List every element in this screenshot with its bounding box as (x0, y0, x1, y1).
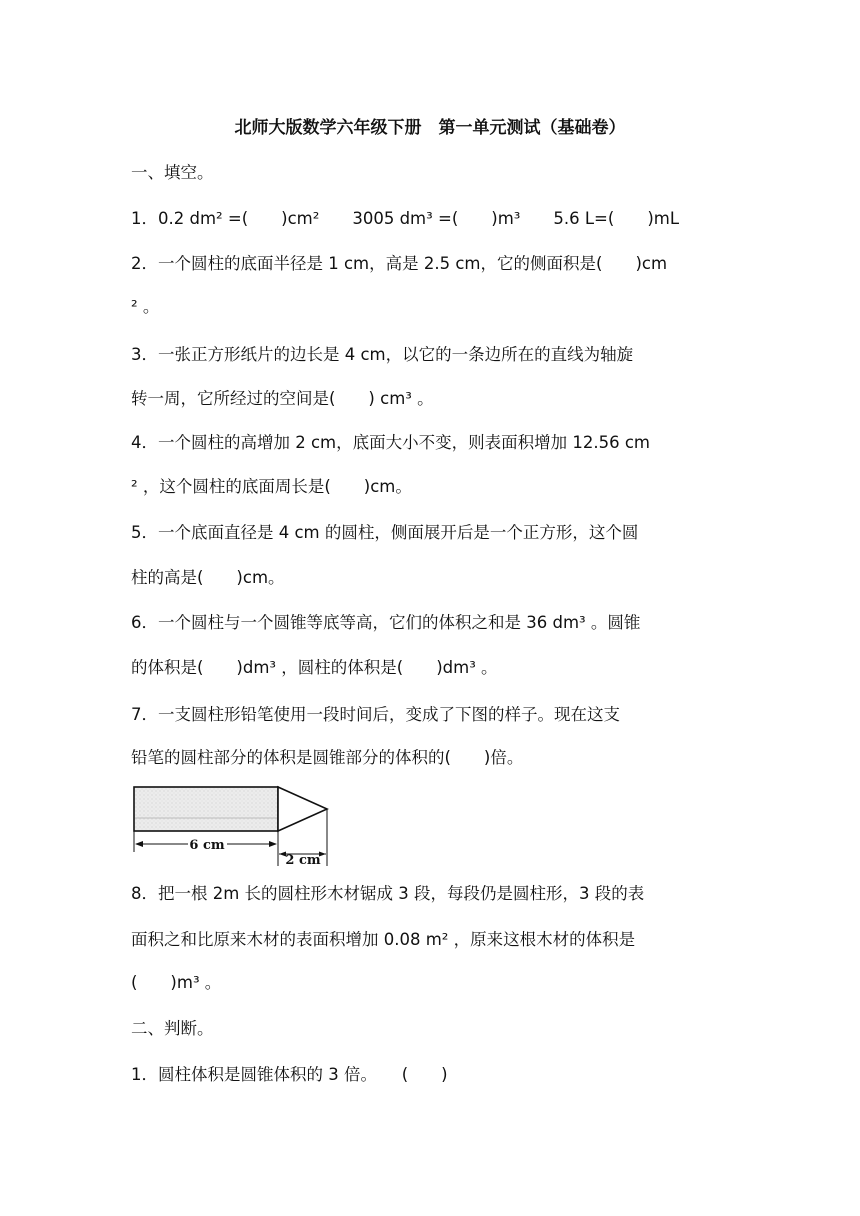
pencil-cylinder-body (134, 787, 278, 831)
question-3-fill-cont: 转一周，它所经过的空间是( ) cm³ 。 (131, 389, 434, 408)
question-3-fill: 3．一张正方形纸片的边长是 4 cm，以它的一条边所在的直线为轴旋 (131, 345, 634, 364)
question-1-judge: 1．圆柱体积是圆锥体积的 3 倍。 ( ) (131, 1065, 448, 1084)
question-8-fill-cont: 面积之和比原来木材的表面积增加 0.08 m² ，原来这根木材的体积是 (131, 930, 636, 949)
arrow-head-mid (269, 841, 277, 847)
question-7-fill: 7．一支圆柱形铅笔使用一段时间后，变成了下图的样子。现在这支 (131, 705, 620, 724)
question-5-fill-cont: 柱的高是( )cm。 (131, 568, 285, 587)
label-cone-length: 2 cm (285, 853, 321, 866)
question-5-fill: 5．一个底面直径是 4 cm 的圆柱，侧面展开后是一个正方形，这个圆 (131, 523, 639, 542)
question-8-fill-cont2: ( )m³ 。 (131, 973, 222, 992)
question-2-fill: 2．一个圆柱的底面半径是 1 cm，高是 2.5 cm，它的侧面积是( )cm (131, 254, 668, 273)
question-4-fill: 4．一个圆柱的高增加 2 cm，底面大小不变，则表面积增加 12.56 cm (131, 433, 651, 452)
section-judge-heading: 二、判断。 (131, 1019, 214, 1038)
question-6-fill-cont: 的体积是( )dm³ ，圆柱的体积是( )dm³ 。 (131, 658, 498, 677)
question-2-fill-cont: ² 。 (131, 297, 160, 316)
label-cylinder-length: 6 cm (189, 838, 225, 853)
question-4-fill-cont: ² ，这个圆柱的底面周长是( )cm。 (131, 477, 412, 496)
question-1-fill: 1．0.2 dm² =( )cm² 3005 dm³ =( )m³ 5.6 L=( )mL (131, 209, 680, 228)
question-6-fill: 6．一个圆柱与一个圆锥等底等高，它们的体积之和是 36 dm³ 。圆锥 (131, 613, 641, 632)
page-title: 北师大版数学六年级下册 第一单元测试（基础卷） (234, 118, 626, 138)
pencil-cone-tip (278, 787, 327, 831)
question-8-fill: 8．把一根 2m 长的圆柱形木材锯成 3 段，每段仍是圆柱形，3 段的表 (131, 884, 645, 903)
question-7-fill-cont: 铅笔的圆柱部分的体积是圆锥部分的体积的( )倍。 (131, 748, 524, 767)
section-fill-heading: 一、填空。 (131, 163, 214, 182)
pencil-figure (131, 782, 331, 866)
arrow-head-left (135, 841, 143, 847)
